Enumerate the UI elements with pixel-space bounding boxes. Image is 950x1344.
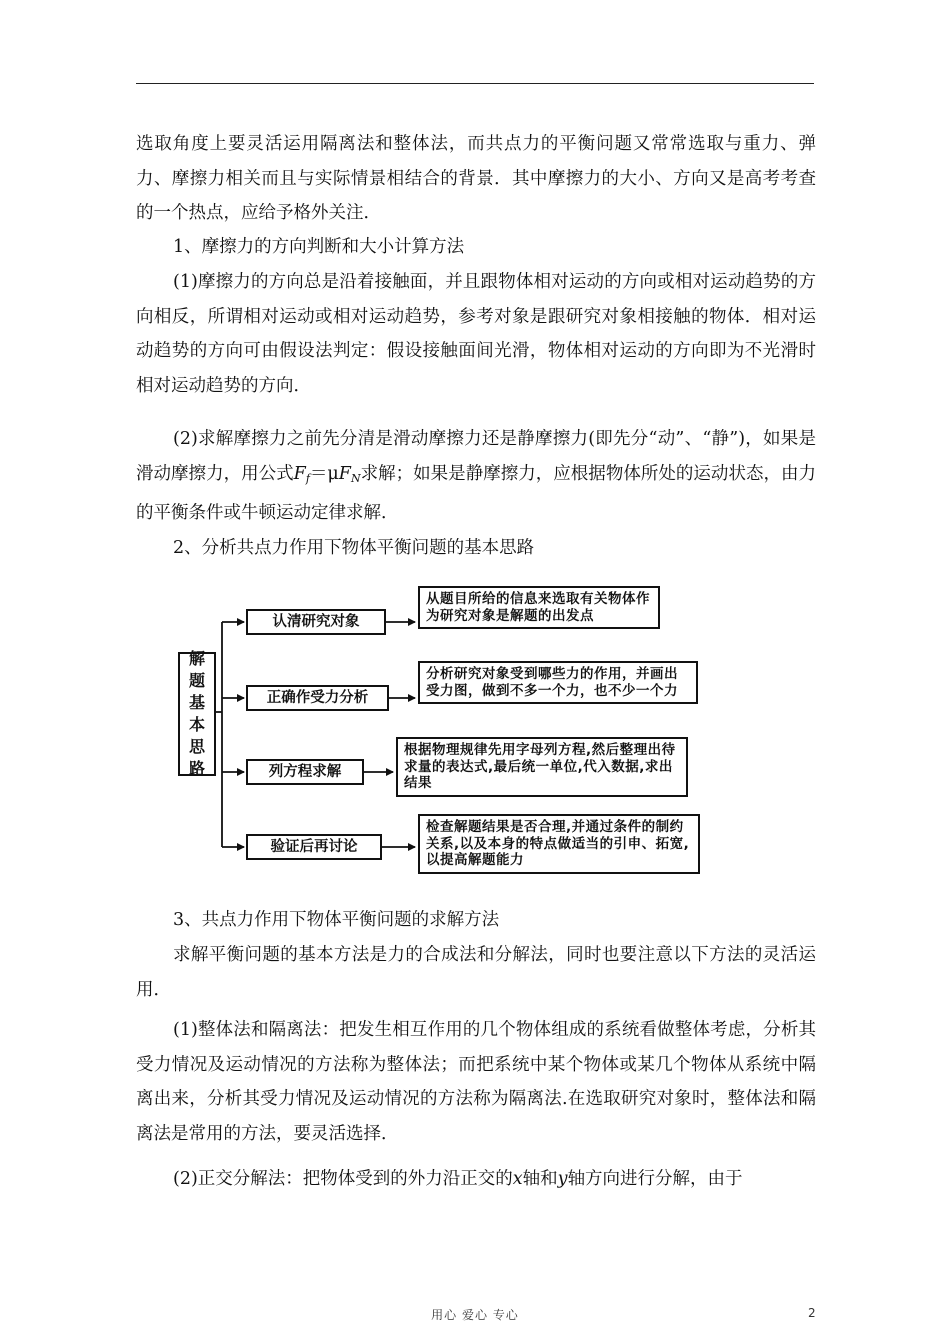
heading-equilibrium-approach: 2、分析共点力作用下物体平衡问题的基本思路 [173, 538, 535, 558]
step-4-box: 验证后再讨论 [246, 834, 382, 860]
paragraph-orthogonal [136, 1162, 816, 1197]
paragraph-friction-direction: (1)摩擦力的方向总是沿着接触面，并且跟物体相对运动的方向或相对运动趋势的方向相反，所谓相对运动或相对运动趋势，参考对象是跟研究对象相接触的物体．相对运动趋势的方向可由假设法判定：假设接触面间光滑，物体相对运动的方向即为不光滑时相对运动趋势的方向． [136, 272, 816, 396]
paragraph-whole-isolation: (1)整体法和隔离法：把发生相互作用的几个物体组成的系统看做整体考虑，分析其受力情况及运动情况的方法称为整体法；而把系统中某个物体或某几个物体从系统中隔离出来，分析其受力情况及运动情况的方法称为隔离法.在选取研究对象时，整体法和隔离法是常用的方法，要灵活选择． [136, 1020, 816, 1144]
formula-F2: F [338, 463, 351, 484]
solution-flow-diagram [160, 582, 700, 868]
formula-sub-f: f [305, 471, 310, 485]
formula-eq-mu: ＝μ [309, 463, 339, 484]
paragraph-basic-method: 求解平衡问题的基本方法是力的合成法和分解法，同时也要注意以下方法的灵活运用． [136, 945, 816, 1000]
formula-sub-N: N [350, 471, 361, 485]
footer-motto: 用心 爱心 专心 [431, 1308, 519, 1322]
text-orthogonal-a: (2)正交分解法：把物体受到的外力沿正交的 [173, 1169, 513, 1189]
paragraph-friction-solve [136, 422, 816, 531]
step-1-desc: 从题目所给的信息来选取有关物体作为研究对象是解题的出发点 [418, 586, 660, 629]
step-4-desc: 检查解题结果是否合理,并通过条件的制约关系,以及本身的特点做适当的引申、拓宽,以提高解题能力 [418, 814, 700, 874]
text-friction-solve-b: 求解；如果是静摩擦力，应根据物体所处的运动状态，由力的平衡条件或牛顿运动定律求解． [136, 463, 817, 523]
text-friction-solve-a: (2)求解摩擦力之前先分清是滑动摩擦力还是静摩擦力(即先分“动”、“静”)，如果是滑动摩擦力，用公式 [136, 429, 816, 484]
step-2-desc: 分析研究对象受到哪些力的作用，并画出受力图，做到不多一个力，也不少一个力 [418, 661, 698, 704]
step-1-box: 认清研究对象 [246, 609, 386, 635]
heading-equilibrium-solving: 3、共点力作用下物体平衡问题的求解方法 [173, 910, 500, 930]
text-orthogonal-c: 轴方向进行分解，由于 [567, 1169, 743, 1189]
step-2-box: 正确作受力分析 [246, 685, 389, 711]
page-number: 2 [808, 1306, 816, 1320]
text-orthogonal-b: 轴和 [522, 1169, 558, 1189]
heading-friction-methods: 1、摩擦力的方向判断和大小计算方法 [173, 237, 465, 257]
formula-F: F [293, 463, 306, 484]
step-3-box: 列方程求解 [246, 759, 364, 785]
step-3-desc: 根据物理规律先用字母列方程,然后整理出待求量的表达式,最后统一单位,代入数据,求出结果 [396, 737, 688, 797]
paragraph-intro: 选取角度上要灵活运用隔离法和整体法，而共点力的平衡问题又常常选取与重力、弹力、摩擦力相关而且与实际情景相结合的背景．其中摩擦力的大小、方向又是高考考查的一个热点，应给予格外关注． [136, 134, 816, 223]
root-box: 解题基本思路 [178, 652, 216, 776]
axis-x: x [512, 1169, 523, 1189]
axis-y: y [557, 1169, 568, 1189]
header-rule [136, 83, 814, 84]
